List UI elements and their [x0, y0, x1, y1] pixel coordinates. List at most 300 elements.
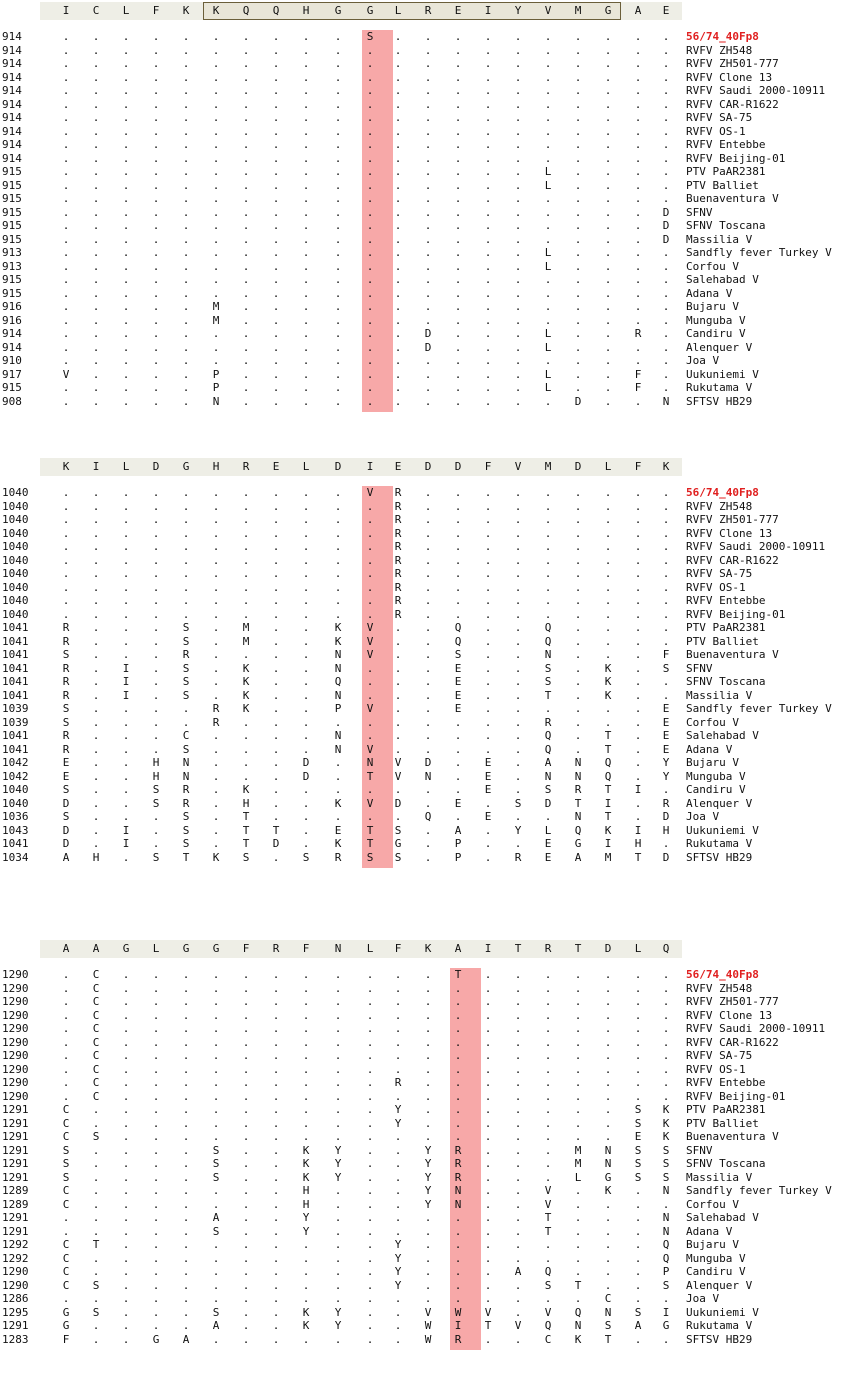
- variant-residue: R: [394, 1076, 402, 1089]
- identical-residue: .: [662, 1022, 670, 1035]
- identical-residue: .: [544, 84, 552, 97]
- identical-residue: .: [662, 178, 670, 192]
- variant-residue: N: [212, 394, 220, 408]
- variant-residue: V: [394, 769, 402, 783]
- identical-residue: .: [62, 340, 70, 354]
- identical-residue: .: [334, 1197, 342, 1211]
- identical-residue: .: [514, 354, 522, 367]
- identical-residue: .: [634, 540, 642, 553]
- identical-residue: .: [212, 580, 220, 594]
- identical-residue: .: [334, 1265, 342, 1278]
- identical-residue: .: [514, 1062, 522, 1076]
- identical-residue: .: [92, 810, 100, 823]
- identical-residue: .: [604, 1265, 612, 1278]
- identical-residue: .: [514, 1035, 522, 1049]
- identical-residue: .: [514, 1278, 522, 1292]
- identical-residue: .: [484, 981, 492, 995]
- identical-residue: .: [212, 634, 220, 648]
- identical-residue: .: [454, 192, 462, 205]
- identical-residue: .: [574, 553, 582, 567]
- identical-residue: .: [366, 1265, 374, 1278]
- variant-residue: T: [574, 796, 582, 810]
- identical-residue: .: [366, 1103, 374, 1116]
- identical-residue: .: [634, 567, 642, 580]
- variant-residue: T: [242, 810, 250, 823]
- identical-residue: .: [424, 259, 432, 273]
- sequence-label: Munguba V: [686, 769, 746, 783]
- identical-residue: .: [122, 553, 130, 567]
- identical-residue: .: [122, 57, 130, 70]
- identical-residue: .: [604, 648, 612, 661]
- identical-residue: .: [334, 513, 342, 526]
- identical-residue: .: [662, 594, 670, 607]
- identical-residue: .: [634, 57, 642, 70]
- sequence-label: Rukutama V: [686, 1319, 753, 1332]
- identical-residue: .: [182, 178, 190, 192]
- identical-residue: .: [514, 70, 522, 84]
- identical-residue: .: [574, 259, 582, 273]
- consensus-residue: D: [454, 460, 462, 473]
- identical-residue: .: [574, 1211, 582, 1224]
- identical-residue: .: [604, 526, 612, 540]
- identical-residue: .: [302, 1292, 310, 1305]
- variant-residue: S: [604, 1319, 612, 1332]
- variant-residue: C: [62, 1238, 70, 1251]
- identical-residue: .: [634, 526, 642, 540]
- variant-residue: R: [574, 783, 582, 796]
- variant-residue: D: [544, 796, 552, 810]
- identical-residue: .: [574, 634, 582, 648]
- variant-residue: E: [334, 823, 342, 837]
- variant-residue: S: [242, 850, 250, 864]
- variant-residue: K: [334, 837, 342, 850]
- identical-residue: .: [394, 165, 402, 178]
- identical-residue: .: [334, 381, 342, 394]
- identical-residue: .: [454, 729, 462, 742]
- identical-residue: .: [424, 246, 432, 259]
- identical-residue: .: [242, 540, 250, 553]
- identical-residue: .: [604, 70, 612, 84]
- identical-residue: .: [514, 124, 522, 138]
- identical-residue: .: [242, 259, 250, 273]
- identical-residue: .: [242, 1278, 250, 1292]
- identical-residue: .: [634, 981, 642, 995]
- variant-residue: Y: [302, 1224, 310, 1238]
- identical-residue: .: [366, 567, 374, 580]
- position-number: 914: [2, 340, 22, 354]
- identical-residue: .: [454, 567, 462, 580]
- identical-residue: .: [604, 381, 612, 394]
- identical-residue: .: [544, 540, 552, 553]
- identical-residue: .: [394, 43, 402, 57]
- sequence-label: Bujaru V: [686, 300, 739, 313]
- identical-residue: .: [152, 1062, 160, 1076]
- variant-residue: S: [212, 1305, 220, 1319]
- identical-residue: .: [424, 1130, 432, 1143]
- identical-residue: .: [212, 540, 220, 553]
- identical-residue: .: [62, 138, 70, 151]
- identical-residue: .: [634, 286, 642, 300]
- identical-residue: .: [604, 286, 612, 300]
- identical-residue: .: [92, 688, 100, 702]
- variant-residue: C: [62, 1197, 70, 1211]
- identical-residue: .: [62, 192, 70, 205]
- identical-residue: .: [604, 151, 612, 165]
- variant-residue: Q: [544, 1319, 552, 1332]
- identical-residue: .: [604, 367, 612, 381]
- identical-residue: .: [484, 648, 492, 661]
- variant-residue: C: [92, 1089, 100, 1103]
- identical-residue: .: [662, 981, 670, 995]
- identical-residue: .: [424, 205, 432, 219]
- identical-residue: .: [92, 1103, 100, 1116]
- identical-residue: .: [92, 124, 100, 138]
- identical-residue: .: [334, 1278, 342, 1292]
- identical-residue: .: [212, 1130, 220, 1143]
- position-number: 915: [2, 165, 22, 178]
- identical-residue: .: [366, 192, 374, 205]
- identical-residue: .: [394, 981, 402, 995]
- identical-residue: .: [574, 84, 582, 97]
- identical-residue: .: [212, 513, 220, 526]
- identical-residue: .: [92, 1292, 100, 1305]
- consensus-residue: I: [62, 4, 70, 17]
- position-number: 1039: [2, 702, 29, 715]
- identical-residue: .: [152, 286, 160, 300]
- variant-residue: R: [62, 729, 70, 742]
- position-number: 1286: [2, 1292, 29, 1305]
- identical-residue: .: [152, 1278, 160, 1292]
- identical-residue: .: [334, 259, 342, 273]
- identical-residue: .: [574, 580, 582, 594]
- position-number: 1040: [2, 796, 29, 810]
- identical-residue: .: [634, 219, 642, 232]
- identical-residue: .: [484, 1089, 492, 1103]
- identical-residue: .: [454, 165, 462, 178]
- position-number: 1290: [2, 1089, 29, 1103]
- consensus-residue: A: [634, 4, 642, 17]
- identical-residue: .: [662, 300, 670, 313]
- identical-residue: .: [604, 968, 612, 981]
- identical-residue: .: [394, 968, 402, 981]
- identical-residue: .: [604, 486, 612, 499]
- identical-residue: .: [484, 486, 492, 499]
- variant-residue: S: [212, 1143, 220, 1157]
- identical-residue: .: [122, 1305, 130, 1319]
- identical-residue: .: [302, 823, 310, 837]
- identical-residue: .: [92, 43, 100, 57]
- identical-residue: .: [544, 607, 552, 621]
- identical-residue: .: [272, 97, 280, 111]
- identical-residue: .: [334, 70, 342, 84]
- variant-residue: S: [662, 661, 670, 675]
- sequence-label: RVFV Beijing-01: [686, 1089, 786, 1103]
- position-number: 917: [2, 367, 22, 381]
- identical-residue: .: [604, 327, 612, 340]
- identical-residue: .: [424, 219, 432, 232]
- identical-residue: .: [212, 769, 220, 783]
- identical-residue: .: [152, 810, 160, 823]
- identical-residue: .: [212, 165, 220, 178]
- identical-residue: .: [394, 810, 402, 823]
- identical-residue: .: [484, 995, 492, 1008]
- identical-residue: .: [514, 995, 522, 1008]
- identical-residue: .: [514, 567, 522, 580]
- identical-residue: .: [272, 70, 280, 84]
- identical-residue: .: [514, 1157, 522, 1170]
- identical-residue: .: [212, 1049, 220, 1062]
- identical-residue: .: [152, 526, 160, 540]
- identical-residue: .: [574, 165, 582, 178]
- identical-residue: .: [212, 259, 220, 273]
- position-number: 915: [2, 273, 22, 286]
- identical-residue: .: [574, 138, 582, 151]
- identical-residue: .: [454, 810, 462, 823]
- position-number: 1039: [2, 715, 29, 729]
- consensus-residue: C: [92, 4, 100, 17]
- variant-residue: P: [334, 702, 342, 715]
- position-number: 915: [2, 205, 22, 219]
- identical-residue: .: [394, 178, 402, 192]
- identical-residue: .: [544, 43, 552, 57]
- identical-residue: .: [366, 1238, 374, 1251]
- identical-residue: .: [122, 580, 130, 594]
- identical-residue: .: [334, 151, 342, 165]
- identical-residue: .: [122, 486, 130, 499]
- identical-residue: .: [272, 648, 280, 661]
- variant-residue: M: [604, 850, 612, 864]
- identical-residue: .: [454, 526, 462, 540]
- identical-residue: .: [394, 1292, 402, 1305]
- consensus-residue: G: [212, 942, 220, 955]
- identical-residue: .: [604, 205, 612, 219]
- identical-residue: .: [122, 1103, 130, 1116]
- identical-residue: .: [634, 1049, 642, 1062]
- identical-residue: .: [574, 1184, 582, 1197]
- variant-residue: S: [544, 783, 552, 796]
- identical-residue: .: [366, 84, 374, 97]
- identical-residue: .: [662, 57, 670, 70]
- identical-residue: .: [604, 43, 612, 57]
- sequence-label: SFTSV HB29: [686, 394, 753, 408]
- identical-residue: .: [302, 259, 310, 273]
- variant-residue: G: [394, 837, 402, 850]
- identical-residue: .: [634, 124, 642, 138]
- identical-residue: .: [212, 499, 220, 513]
- identical-residue: .: [302, 1130, 310, 1143]
- identical-residue: .: [152, 340, 160, 354]
- identical-residue: .: [272, 1035, 280, 1049]
- identical-residue: .: [454, 394, 462, 408]
- identical-residue: .: [424, 742, 432, 756]
- identical-residue: .: [424, 1292, 432, 1305]
- identical-residue: .: [182, 567, 190, 580]
- identical-residue: .: [62, 84, 70, 97]
- position-number: 1291: [2, 1116, 29, 1130]
- identical-residue: .: [394, 648, 402, 661]
- identical-residue: .: [62, 540, 70, 553]
- identical-residue: .: [574, 742, 582, 756]
- identical-residue: .: [634, 729, 642, 742]
- identical-residue: .: [424, 151, 432, 165]
- identical-residue: .: [302, 273, 310, 286]
- identical-residue: .: [302, 580, 310, 594]
- variant-residue: C: [62, 1251, 70, 1265]
- identical-residue: .: [604, 1197, 612, 1211]
- variant-residue: P: [662, 1265, 670, 1278]
- identical-residue: .: [366, 1076, 374, 1089]
- variant-residue: C: [62, 1265, 70, 1278]
- identical-residue: .: [366, 138, 374, 151]
- identical-residue: .: [544, 968, 552, 981]
- consensus-residue: E: [272, 460, 280, 473]
- identical-residue: .: [302, 1332, 310, 1346]
- identical-residue: .: [122, 165, 130, 178]
- position-number: 1291: [2, 1319, 29, 1332]
- sequence-label: Candiru V: [686, 327, 746, 340]
- identical-residue: .: [152, 621, 160, 634]
- identical-residue: .: [514, 981, 522, 995]
- identical-residue: .: [394, 634, 402, 648]
- identical-residue: .: [92, 340, 100, 354]
- identical-residue: .: [302, 30, 310, 43]
- variant-residue: K: [604, 675, 612, 688]
- identical-residue: .: [122, 981, 130, 995]
- identical-residue: .: [242, 286, 250, 300]
- identical-residue: .: [242, 1076, 250, 1089]
- identical-residue: .: [152, 1292, 160, 1305]
- variant-residue: K: [212, 850, 220, 864]
- identical-residue: .: [242, 1332, 250, 1346]
- identical-residue: .: [272, 968, 280, 981]
- identical-residue: .: [366, 553, 374, 567]
- identical-residue: .: [662, 1089, 670, 1103]
- alignment-block-2: [0, 456, 849, 896]
- variant-residue: R: [182, 648, 190, 661]
- identical-residue: .: [484, 273, 492, 286]
- identical-residue: .: [302, 327, 310, 340]
- identical-residue: .: [662, 246, 670, 259]
- variant-residue: R: [394, 594, 402, 607]
- variant-residue: S: [152, 796, 160, 810]
- identical-residue: .: [334, 968, 342, 981]
- identical-residue: .: [394, 381, 402, 394]
- identical-residue: .: [514, 30, 522, 43]
- identical-residue: .: [454, 57, 462, 70]
- variant-residue: H: [302, 1184, 310, 1197]
- identical-residue: .: [514, 178, 522, 192]
- identical-residue: .: [574, 232, 582, 246]
- consensus-residue: E: [662, 4, 670, 17]
- identical-residue: .: [484, 1224, 492, 1238]
- identical-residue: .: [152, 178, 160, 192]
- identical-residue: .: [634, 151, 642, 165]
- identical-residue: .: [92, 205, 100, 219]
- identical-residue: .: [514, 327, 522, 340]
- identical-residue: .: [92, 756, 100, 769]
- identical-residue: .: [62, 205, 70, 219]
- identical-residue: .: [574, 1008, 582, 1022]
- identical-residue: .: [242, 340, 250, 354]
- identical-residue: .: [62, 567, 70, 580]
- identical-residue: .: [272, 702, 280, 715]
- identical-residue: .: [634, 178, 642, 192]
- position-number: 1290: [2, 1265, 29, 1278]
- identical-residue: .: [454, 486, 462, 499]
- variant-residue: I: [122, 661, 130, 675]
- identical-residue: .: [514, 151, 522, 165]
- identical-residue: .: [394, 1143, 402, 1157]
- identical-residue: .: [242, 1184, 250, 1197]
- identical-residue: .: [394, 1089, 402, 1103]
- identical-residue: .: [424, 1251, 432, 1265]
- variant-residue: D: [424, 340, 432, 354]
- identical-residue: .: [334, 995, 342, 1008]
- identical-residue: .: [366, 526, 374, 540]
- identical-residue: .: [484, 715, 492, 729]
- variant-residue: L: [544, 246, 552, 259]
- identical-residue: .: [424, 300, 432, 313]
- identical-residue: .: [212, 594, 220, 607]
- variant-residue: Y: [394, 1251, 402, 1265]
- identical-residue: .: [62, 981, 70, 995]
- identical-residue: .: [424, 97, 432, 111]
- variant-residue: S: [62, 810, 70, 823]
- identical-residue: .: [604, 178, 612, 192]
- identical-residue: .: [366, 232, 374, 246]
- identical-residue: .: [62, 151, 70, 165]
- variant-residue: F: [634, 367, 642, 381]
- variant-residue: Q: [544, 634, 552, 648]
- identical-residue: .: [366, 246, 374, 259]
- identical-residue: .: [152, 1130, 160, 1143]
- variant-residue: N: [334, 648, 342, 661]
- position-number: 914: [2, 43, 22, 57]
- identical-residue: .: [544, 594, 552, 607]
- variant-residue: P: [212, 381, 220, 394]
- sequence-label: RVFV CAR-R1622: [686, 1035, 779, 1049]
- identical-residue: .: [182, 327, 190, 340]
- identical-residue: .: [272, 850, 280, 864]
- identical-residue: .: [272, 43, 280, 57]
- identical-residue: .: [152, 151, 160, 165]
- identical-residue: .: [634, 702, 642, 715]
- identical-residue: .: [634, 354, 642, 367]
- identical-residue: .: [212, 1332, 220, 1346]
- identical-residue: .: [634, 165, 642, 178]
- identical-residue: .: [92, 354, 100, 367]
- identical-residue: .: [272, 661, 280, 675]
- identical-residue: .: [212, 526, 220, 540]
- identical-residue: .: [334, 246, 342, 259]
- identical-residue: .: [212, 1103, 220, 1116]
- identical-residue: .: [484, 823, 492, 837]
- consensus-residue: N: [334, 942, 342, 955]
- variant-residue: T: [182, 850, 190, 864]
- identical-residue: .: [424, 1035, 432, 1049]
- identical-residue: .: [454, 259, 462, 273]
- variant-residue: E: [454, 661, 462, 675]
- variant-residue: M: [242, 634, 250, 648]
- identical-residue: .: [212, 742, 220, 756]
- identical-residue: .: [634, 1184, 642, 1197]
- identical-residue: .: [574, 300, 582, 313]
- identical-residue: .: [122, 30, 130, 43]
- identical-residue: .: [212, 84, 220, 97]
- identical-residue: .: [272, 1022, 280, 1035]
- identical-residue: .: [122, 796, 130, 810]
- identical-residue: .: [514, 1130, 522, 1143]
